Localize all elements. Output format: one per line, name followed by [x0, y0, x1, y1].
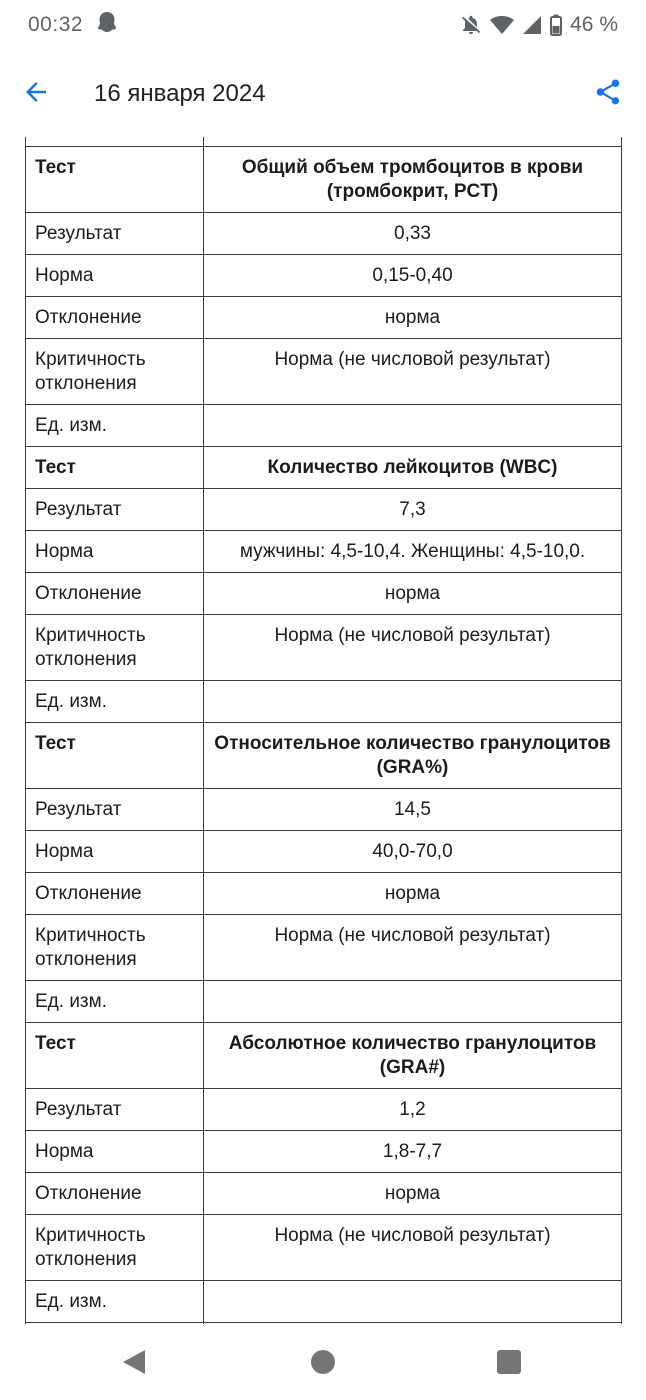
row-value: мужчины: 4,5-10,4. Женщины: 4,5-10,0.	[204, 531, 622, 573]
table-row	[26, 489, 622, 531]
arrow-back-icon	[21, 77, 51, 112]
test-label: Тест	[26, 147, 204, 213]
table-row	[26, 1089, 622, 1131]
table-row	[26, 1215, 622, 1281]
row-label: Норма	[26, 255, 204, 297]
table-edge	[203, 137, 204, 146]
row-value: 14,5	[204, 789, 622, 831]
table-row	[26, 405, 622, 447]
table-row	[26, 681, 622, 723]
table-row	[26, 573, 622, 615]
row-label: Результат	[26, 1089, 204, 1131]
row-label: Ед. изм.	[26, 981, 204, 1023]
row-label: Отклонение	[26, 873, 204, 915]
row-value: Норма (не числовой результат)	[204, 1215, 622, 1281]
row-label: Норма	[26, 1131, 204, 1173]
table-row	[26, 297, 622, 339]
bell-off-icon	[460, 14, 482, 36]
battery-percent: 46 %	[570, 13, 618, 36]
navigation-bar	[0, 1324, 646, 1400]
row-value: норма	[204, 873, 622, 915]
table-row	[26, 915, 622, 981]
test-header-row	[26, 147, 622, 213]
row-value: норма	[204, 297, 622, 339]
cell-signal-icon	[522, 15, 542, 35]
status-time: 00:32	[28, 13, 84, 36]
table-row	[26, 981, 622, 1023]
row-label: Результат	[26, 489, 204, 531]
table-row	[26, 615, 622, 681]
row-label: Результат	[26, 789, 204, 831]
row-label: Отклонение	[26, 297, 204, 339]
row-value: 1,8-7,7	[204, 1131, 622, 1173]
test-header-row	[26, 447, 622, 489]
row-value	[204, 681, 622, 723]
test-name: Общий объем тромбоцитов в крови (тромбокрит, PCT)	[204, 147, 622, 213]
row-value	[204, 1281, 622, 1323]
row-value: 0,33	[204, 213, 622, 255]
table-row	[26, 1173, 622, 1215]
page-title: 16 января 2024	[94, 80, 266, 107]
results-table	[25, 146, 622, 1365]
test-name: Количество лейкоцитов (WBC)	[204, 447, 622, 489]
wifi-icon	[490, 15, 514, 35]
results-scroll-area[interactable]	[0, 137, 646, 1324]
status-bar	[0, 0, 646, 50]
row-value: норма	[204, 573, 622, 615]
table-row	[26, 831, 622, 873]
test-header-row	[26, 723, 622, 789]
row-value: 0,15-0,40	[204, 255, 622, 297]
table-edge	[25, 137, 26, 146]
row-label: Критичность отклонения	[26, 1215, 204, 1281]
row-label: Норма	[26, 831, 204, 873]
row-value: 40,0-70,0	[204, 831, 622, 873]
table-row	[26, 255, 622, 297]
test-label: Тест	[26, 1023, 204, 1089]
row-label: Результат	[26, 213, 204, 255]
share-button[interactable]	[590, 76, 626, 112]
table-row	[26, 1281, 622, 1323]
table-row	[26, 339, 622, 405]
table-row	[26, 531, 622, 573]
nav-home-icon[interactable]	[311, 1350, 335, 1374]
table-row	[26, 789, 622, 831]
nav-back-icon[interactable]	[122, 1349, 146, 1380]
share-icon	[593, 77, 623, 112]
row-label: Ед. изм.	[26, 681, 204, 723]
row-label: Критичность отклонения	[26, 915, 204, 981]
row-label: Отклонение	[26, 573, 204, 615]
test-label: Тест	[26, 447, 204, 489]
row-value: Норма (не числовой результат)	[204, 615, 622, 681]
test-name: Абсолютное количество гранулоцитов (GRA#)	[204, 1023, 622, 1089]
row-value	[204, 405, 622, 447]
table-row	[26, 873, 622, 915]
row-label: Критичность отклонения	[26, 615, 204, 681]
row-value: 1,2	[204, 1089, 622, 1131]
row-label: Ед. изм.	[26, 1281, 204, 1323]
back-button[interactable]	[18, 76, 54, 112]
row-value: Норма (не числовой результат)	[204, 915, 622, 981]
ghost-notification-icon	[97, 11, 117, 39]
row-label: Норма	[26, 531, 204, 573]
row-value: 7,3	[204, 489, 622, 531]
row-value: норма	[204, 1173, 622, 1215]
table-edge	[621, 137, 622, 146]
row-value	[204, 981, 622, 1023]
nav-recents-icon[interactable]	[497, 1350, 521, 1374]
test-name: Относительное количество гранулоцитов (GRA%)	[204, 723, 622, 789]
app-bar	[0, 62, 646, 128]
table-row	[26, 213, 622, 255]
row-value: Норма (не числовой результат)	[204, 339, 622, 405]
battery-icon	[550, 14, 562, 36]
row-label: Отклонение	[26, 1173, 204, 1215]
test-header-row	[26, 1023, 622, 1089]
test-label: Тест	[26, 723, 204, 789]
row-label: Ед. изм.	[26, 405, 204, 447]
row-label: Критичность отклонения	[26, 339, 204, 405]
table-row	[26, 1131, 622, 1173]
